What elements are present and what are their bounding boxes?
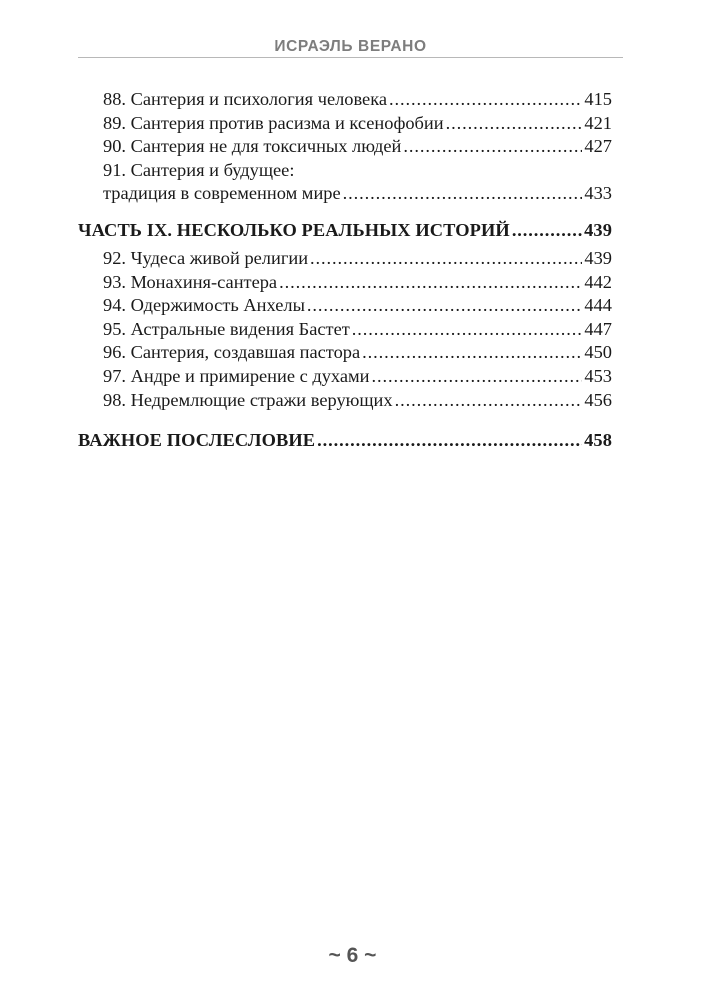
toc-entry-98[interactable] [78,389,612,413]
dot-leader [372,365,583,389]
dot-leader [512,218,582,243]
toc-entry-label: 94. Одержимость Анхелы [103,295,305,316]
table-of-contents [78,88,612,453]
toc-entry-91-line1[interactable]: 91. Сантерия и будущее: [103,159,295,180]
toc-entry-page: 444 [584,295,612,316]
running-head: ИСРАЭЛЬ ВЕРАНО [274,38,427,55]
dot-leader [446,112,583,136]
toc-entry-label: традиция в современном мире [103,183,341,204]
toc-entry-page: 447 [584,318,612,339]
toc-entry-page: 450 [584,342,612,363]
toc-entry-label: 93. Монахиня-сантера [103,271,278,292]
toc-part-page: 439 [584,219,612,240]
toc-entry-88[interactable] [78,88,612,112]
toc-entry-96[interactable] [78,341,612,365]
toc-entry-label: 92. Чудеса живой религии [103,247,309,268]
dot-leader [307,294,582,318]
toc-entry-94[interactable] [78,294,612,318]
dot-leader [395,389,583,413]
toc-entry-label: 88. Сантерия и психология человека [103,89,388,109]
toc-entry-page: 453 [584,365,612,386]
toc-part-label: ЧАСТЬ IX. НЕСКОЛЬКО РЕАЛЬНЫХ ИСТОРИЙ [78,219,510,240]
toc-entry-page: 427 [584,136,612,157]
toc-entry-page: 415 [584,89,612,109]
toc-entry-label: 98. Недремлющие стражи верующих [103,389,393,410]
toc-entry-page: 421 [584,112,612,133]
toc-entry-92[interactable] [78,247,612,271]
dot-leader [352,318,583,342]
toc-entry-95[interactable] [78,318,612,342]
toc-entry-89[interactable] [78,112,612,136]
toc-entry-page: 456 [584,389,612,410]
toc-part-ix[interactable] [78,218,612,243]
toc-entry-97[interactable] [78,365,612,389]
dot-leader [362,341,582,365]
toc-entry-90[interactable] [78,135,612,159]
toc-entry-91[interactable] [78,182,612,206]
toc-entry-page: 433 [584,183,612,204]
toc-entry-label: 89. Сантерия против расизма и ксенофобии [103,112,444,133]
toc-afterword[interactable] [78,428,612,453]
dot-leader [343,182,583,206]
toc-entry-label: 97. Андре и примирение с духами [103,365,370,386]
toc-entry-label: 90. Сантерия не для токсичных людей [103,136,402,157]
toc-entry-page: 442 [584,271,612,292]
toc-afterword-page: 458 [584,430,612,451]
dot-leader [403,135,582,159]
page-number: ~ 6 ~ [328,944,377,967]
toc-entry-page: 439 [584,247,612,268]
dot-leader [279,271,582,295]
toc-entry-label: 95. Астральные видения Бастет [103,318,350,339]
toc-entry-label: 96. Сантерия, создавшая пастора [103,342,361,363]
dot-leader [310,247,582,271]
header-rule [78,57,623,58]
dot-leader [389,88,582,112]
toc-entry-93[interactable] [78,271,612,295]
toc-afterword-label: ВАЖНОЕ ПОСЛЕСЛОВИЕ [78,430,316,451]
dot-leader [317,428,582,453]
